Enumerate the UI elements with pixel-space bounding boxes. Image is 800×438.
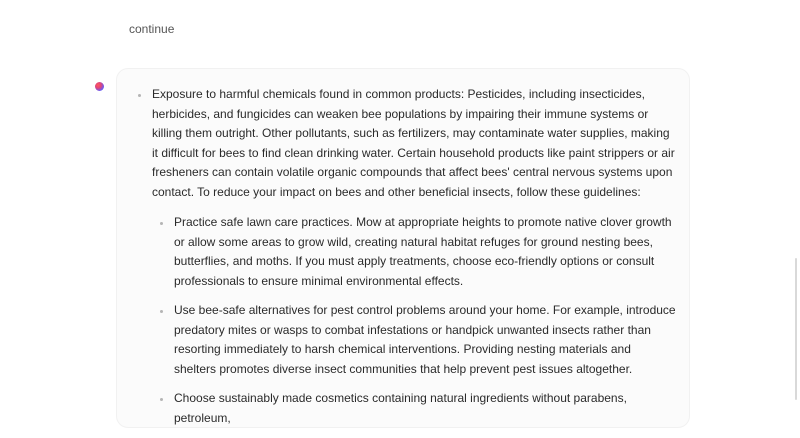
assistant-message-content: [116, 68, 690, 438]
assistant-avatar-icon: [95, 82, 104, 91]
list-item: [152, 213, 676, 291]
assistant-bullet-list: [116, 85, 690, 428]
list-item: [152, 389, 676, 428]
scrollbar[interactable]: [795, 258, 797, 400]
list-item: [116, 85, 690, 428]
user-message: continue: [129, 22, 175, 36]
guidelines-list: [152, 213, 676, 428]
list-item: [152, 301, 676, 379]
guideline-pest-control: Use bee-safe alternatives for pest control problems around your home. For example, introduce predatory mites or wasps to combat infestations or handpick unwanted insects rather than resorting immediately to harsh chemical interventions. Providing nesting materials and shelters promotes diverse insect communities that help prevent pest issues altogether.: [174, 303, 676, 376]
guideline-cosmetics: Choose sustainably made cosmetics containing natural ingredients without parabens, petroleum,: [174, 391, 627, 425]
bullet-text-chemicals: Exposure to harmful chemicals found in common products: Pesticides, including insecticides, herbicides, and fungicides can weaken bee populations by impairing their immune systems or killing them outright. Other pollutants, such as fertilizers, may contaminate water supplies, making it difficult for bees to find clean drinking water. Certain household products like paint strippers or air fresheners can contain volatile organic compounds that affect bees' central nervous systems upon contact. To reduce your impact on bees and other beneficial insects, follow these guidelines:: [152, 87, 675, 199]
guideline-lawn-care: Practice safe lawn care practices. Mow at appropriate heights to promote native clover growth or allow some areas to grow wild, creating natural habitat refuges for ground nesting bees, butterflies, and moths. If you must apply treatments, choose eco-friendly options or consult professionals to ensure minimal environmental effects.: [174, 215, 672, 288]
